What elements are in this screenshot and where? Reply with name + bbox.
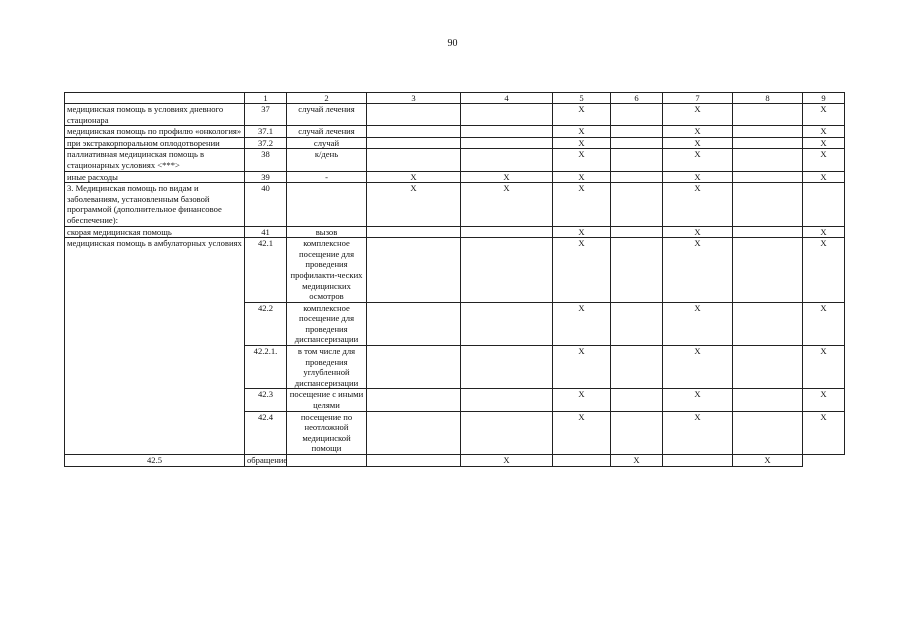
mark-cell: Х [663, 137, 733, 149]
mark-cell: Х [553, 126, 611, 138]
mark-cell [367, 149, 461, 171]
row-label: при экстракорпоральном оплодотворении [65, 137, 245, 149]
row-number: 41 [245, 226, 287, 238]
mark-cell: Х [367, 171, 461, 183]
row-number: 42.3 [245, 389, 287, 411]
mark-cell: Х [553, 346, 611, 389]
mark-cell [611, 302, 663, 345]
mark-cell: Х [803, 411, 845, 454]
page-number: 90 [447, 38, 458, 49]
mark-cell [367, 104, 461, 126]
unit-cell: обращение [245, 455, 287, 467]
mark-cell: Х [461, 183, 553, 226]
unit-cell: комплексное посещение для проведения диспансеризации [287, 302, 367, 345]
unit-cell: вызов [287, 226, 367, 238]
mark-cell: Х [611, 455, 663, 467]
column-header: 5 [553, 93, 611, 104]
mark-cell: Х [553, 171, 611, 183]
mark-cell [733, 183, 803, 226]
row-label: паллиативная медицинская помощь в стационарных условиях <***> [65, 149, 245, 171]
mark-cell: Х [803, 389, 845, 411]
row-label: медицинская помощь в амбулаторных условиях [65, 238, 245, 455]
table-row [65, 104, 845, 126]
row-number: 37 [245, 104, 287, 126]
mark-cell [611, 411, 663, 454]
mark-cell [461, 126, 553, 138]
mark-cell: Х [663, 411, 733, 454]
mark-cell [461, 302, 553, 345]
table-row [65, 149, 845, 171]
mark-cell: Х [553, 238, 611, 303]
mark-cell: Х [803, 149, 845, 171]
unit-cell: к/день [287, 149, 367, 171]
row-number: 42.1 [245, 238, 287, 303]
mark-cell: Х [803, 104, 845, 126]
mark-cell: Х [663, 226, 733, 238]
column-header: 8 [733, 93, 803, 104]
unit-cell: посещение с иными целями [287, 389, 367, 411]
row-number: 37.1 [245, 126, 287, 138]
mark-cell [733, 346, 803, 389]
mark-cell: Х [663, 126, 733, 138]
mark-cell: Х [461, 171, 553, 183]
mark-cell [611, 149, 663, 171]
mark-cell: Х [553, 137, 611, 149]
row-number: 42.4 [245, 411, 287, 454]
mark-cell [367, 226, 461, 238]
mark-cell: Х [663, 171, 733, 183]
mark-cell: Х [663, 104, 733, 126]
mark-cell: Х [663, 389, 733, 411]
mark-cell [461, 104, 553, 126]
table-row [65, 171, 845, 183]
table-row [65, 455, 845, 467]
mark-cell: Х [553, 302, 611, 345]
mark-cell [733, 238, 803, 303]
mark-cell [733, 137, 803, 149]
mark-cell: Х [663, 149, 733, 171]
mark-cell [663, 455, 733, 467]
unit-cell: - [287, 171, 367, 183]
mark-cell [367, 389, 461, 411]
mark-cell [367, 411, 461, 454]
mark-cell [611, 137, 663, 149]
column-header: 3 [367, 93, 461, 104]
column-header: 7 [663, 93, 733, 104]
mark-cell [611, 171, 663, 183]
mark-cell [461, 411, 553, 454]
mark-cell [733, 126, 803, 138]
mark-cell: Х [803, 346, 845, 389]
mark-cell: Х [803, 238, 845, 303]
table-row [65, 238, 845, 303]
mark-cell [367, 126, 461, 138]
column-header: 6 [611, 93, 663, 104]
mark-cell: Х [803, 302, 845, 345]
unit-cell: случай лечения [287, 104, 367, 126]
mark-cell [733, 171, 803, 183]
row-label: медицинская помощь в условиях дневного стационара [65, 104, 245, 126]
mark-cell [611, 183, 663, 226]
mark-cell [611, 126, 663, 138]
row-number: 42.2 [245, 302, 287, 345]
mark-cell [367, 346, 461, 389]
table-row [65, 137, 845, 149]
mark-cell: Х [553, 104, 611, 126]
row-label: 3. Медицинская помощь по видам и заболеваниям, установленным базовой программой (дополнительное финансовое обеспечение): [65, 183, 245, 226]
mark-cell [611, 389, 663, 411]
mark-cell [367, 238, 461, 303]
mark-cell [733, 226, 803, 238]
column-header: 1 [245, 93, 287, 104]
mark-cell [733, 411, 803, 454]
unit-cell: случай [287, 137, 367, 149]
unit-cell: посещение по неотложной медицинской помощи [287, 411, 367, 454]
mark-cell: Х [663, 183, 733, 226]
row-number: 40 [245, 183, 287, 226]
mark-cell [287, 455, 367, 467]
row-number: 37.2 [245, 137, 287, 149]
table-row [65, 226, 845, 238]
mark-cell [733, 302, 803, 345]
mark-cell [611, 104, 663, 126]
mark-cell [367, 455, 461, 467]
mark-cell [461, 238, 553, 303]
row-label: медицинская помощь по профилю «онкология» [65, 126, 245, 138]
mark-cell [461, 149, 553, 171]
mark-cell: Х [553, 149, 611, 171]
mark-cell [733, 149, 803, 171]
mark-cell: Х [803, 226, 845, 238]
financing-table [64, 92, 845, 467]
row-number: 38 [245, 149, 287, 171]
mark-cell [611, 238, 663, 303]
mark-cell [733, 389, 803, 411]
mark-cell: Х [553, 389, 611, 411]
mark-cell [553, 455, 611, 467]
row-number: 42.5 [65, 455, 245, 467]
mark-cell [367, 137, 461, 149]
unit-cell [287, 183, 367, 226]
row-number: 39 [245, 171, 287, 183]
mark-cell [611, 226, 663, 238]
mark-cell [461, 346, 553, 389]
mark-cell: Х [663, 238, 733, 303]
mark-cell: Х [461, 455, 553, 467]
mark-cell [461, 226, 553, 238]
column-header: 9 [803, 93, 845, 104]
table-row [65, 126, 845, 138]
mark-cell: Х [803, 126, 845, 138]
mark-cell [461, 137, 553, 149]
mark-cell: Х [663, 302, 733, 345]
column-header: 2 [287, 93, 367, 104]
unit-cell: в том числе для проведения углубленной диспансеризации [287, 346, 367, 389]
mark-cell: Х [553, 226, 611, 238]
row-number: 42.2.1. [245, 346, 287, 389]
mark-cell [611, 346, 663, 389]
mark-cell [367, 302, 461, 345]
column-header [65, 93, 245, 104]
mark-cell: Х [803, 171, 845, 183]
mark-cell [733, 104, 803, 126]
mark-cell [803, 183, 845, 226]
header-row [65, 93, 845, 104]
unit-cell: случай лечения [287, 126, 367, 138]
mark-cell: Х [803, 137, 845, 149]
row-label: иные расходы [65, 171, 245, 183]
table-row [65, 183, 845, 226]
unit-cell: комплексное посещение для проведения профилакти-ческих медицинских осмотров [287, 238, 367, 303]
mark-cell: Х [367, 183, 461, 226]
mark-cell: Х [733, 455, 803, 467]
mark-cell: Х [553, 411, 611, 454]
column-header: 4 [461, 93, 553, 104]
mark-cell: Х [553, 183, 611, 226]
row-label: скорая медицинская помощь [65, 226, 245, 238]
mark-cell [461, 389, 553, 411]
mark-cell: Х [663, 346, 733, 389]
